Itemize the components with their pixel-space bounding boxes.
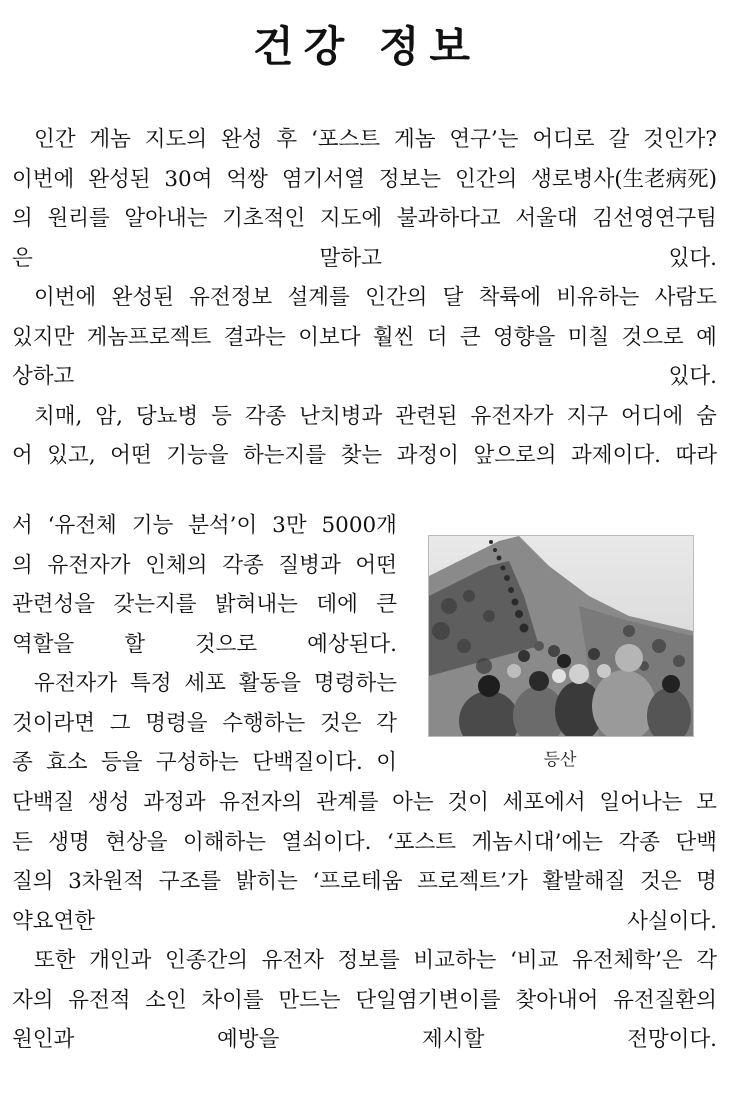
text-line: 이번에 완성된 30여 억쌍 염기서열 정보는 인간의 생로병사(生老病死): [12, 166, 717, 192]
text-line: 인간 게놈 지도의 완성 후 ‘포스트 게놈 연구’는 어디로 갈 것인가?: [34, 127, 717, 152]
text-line: 이번에 완성된 유전정보 설계를 인간의 달 착륙에 비유하는 사람도: [34, 285, 717, 310]
text-line: 것이라면 그 명령을 수행하는 것은 각: [12, 710, 397, 736]
text-line: 단백질 생성 과정과 유전자의 관계를 아는 것이 세포에서 일어나는 모: [12, 790, 717, 815]
body-text-narrow: [12, 506, 397, 783]
text-line: 의 유전자가 인체의 각종 질병과 어떤: [12, 552, 397, 578]
text-line: 치매, 암, 당뇨병 등 각종 난치병과 관련된 유전자가 지구 어디에 숨: [34, 403, 717, 429]
text-line: 원인과 예방을 제시할 전망이다.: [12, 1027, 717, 1052]
hiking-crowd-photo: [428, 535, 694, 737]
hiking-photo-icon: [429, 536, 693, 736]
text-line: 역할을 할 것으로 예상된다.: [12, 631, 397, 657]
photo-caption: 등산: [543, 750, 577, 770]
page-title: 건강 정보: [253, 22, 480, 71]
body-text-top: [12, 120, 717, 476]
text-line: 서 ‘유전체 기능 분석’이 3만 5000개: [12, 513, 397, 538]
text-line: 의 원리를 알아내는 기초적인 지도에 불과하다고 서울대 김선영연구팀: [12, 206, 717, 231]
text-line: 어 있고, 어떤 기능을 하는지를 찾는 과정이 앞으로의 과제이다. 따라: [12, 443, 717, 468]
text-line: 관련성을 갖는지를 밝혀내는 데에 큰: [12, 592, 397, 617]
text-line: 자의 유전적 소인 차이를 만드는 단일염기변이를 찾아내어 유전질환의: [12, 987, 717, 1013]
text-line: 약요연한 사실이다.: [12, 908, 717, 934]
text-line: 질의 3차원적 구조를 밝히는 ‘프로테움 프로젝트’가 활발해질 것은 명: [12, 869, 717, 894]
text-line: 또한 개인과 인종간의 유전자 정보를 비교하는 ‘비교 유전체학’은 각: [34, 948, 717, 973]
text-line: 유전자가 특정 세포 활동을 명령하는: [34, 671, 397, 696]
text-line: 은 말하고 있다.: [12, 245, 717, 271]
text-line: 종 효소 등을 구성하는 단백질이다. 이: [12, 750, 397, 775]
text-line: 있지만 게놈프로젝트 결과는 이보다 훨씬 더 큰 영향을 미칠 것으로 예: [12, 324, 717, 350]
text-line: 상하고 있다.: [12, 364, 717, 389]
text-line: 든 생명 현상을 이해하는 열쇠이다. ‘포스트 게놈시대’에는 각종 단백: [12, 829, 717, 855]
body-text-bottom: [12, 783, 717, 1060]
